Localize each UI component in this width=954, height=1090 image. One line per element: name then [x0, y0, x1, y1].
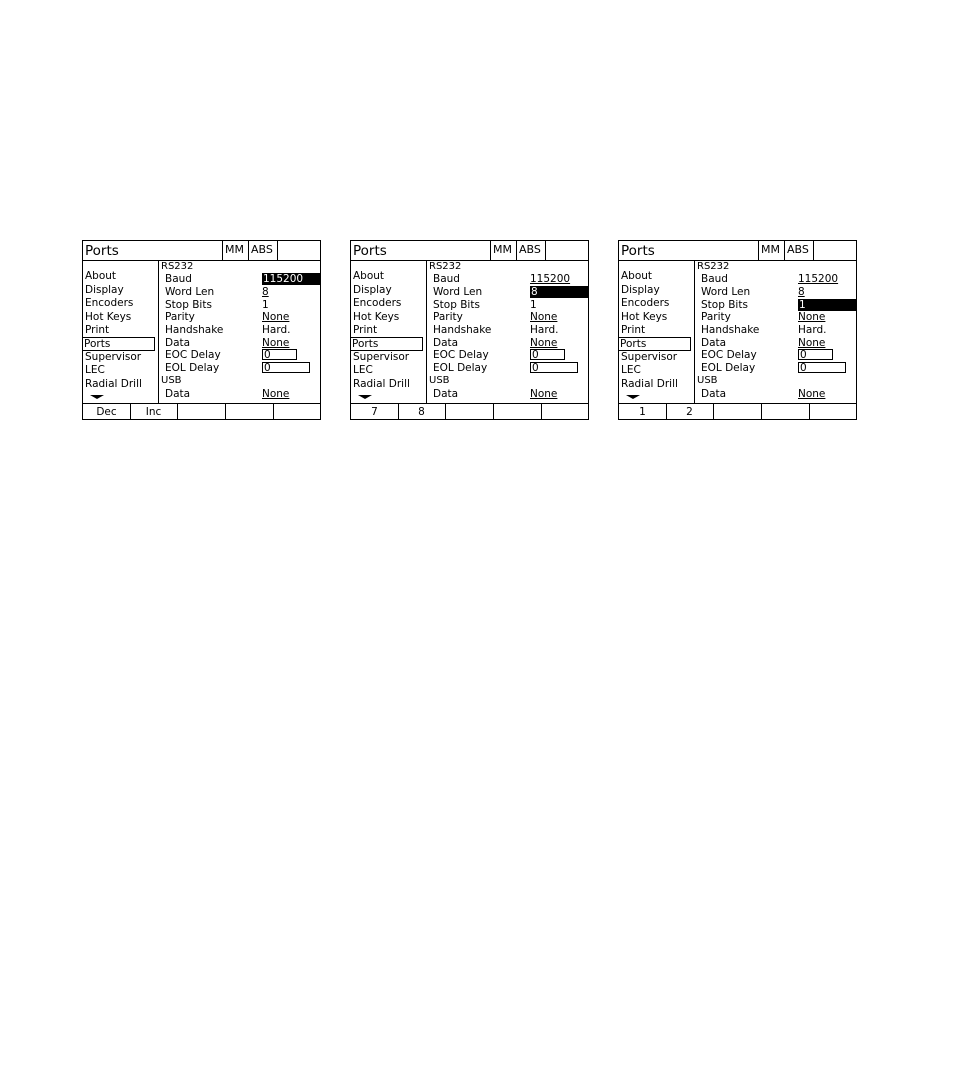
field-value-usb-data[interactable]: None [798, 388, 826, 400]
field-label-word-len: Word Len [433, 286, 483, 298]
field-label-data: Data [165, 337, 191, 349]
field-label-word-len: Word Len [701, 286, 751, 298]
sidebar-item-radial-drill[interactable]: Radial Drill [621, 378, 678, 390]
field-value-stop-bits[interactable]: 1 [798, 299, 857, 311]
section-usb: USB [161, 375, 182, 386]
sidebar-item-about[interactable]: About [353, 270, 385, 282]
field-value-eoc-delay[interactable]: 0 [798, 349, 833, 360]
field-value-data[interactable]: None [262, 337, 290, 349]
field-label-data: Data [433, 337, 459, 349]
field-value-parity[interactable]: None [530, 311, 558, 323]
sidebar-item-ports[interactable]: Ports [83, 338, 154, 350]
field-label-baud: Baud [165, 273, 192, 285]
dro-screen [82, 240, 321, 420]
sidebar-item-about[interactable]: About [621, 270, 653, 282]
field-value-baud[interactable]: 115200 [798, 273, 839, 285]
sidebar-item-lec[interactable]: LEC [85, 364, 105, 376]
field-label-baud: Baud [701, 273, 728, 285]
sidebar-item-encoders[interactable]: Encoders [85, 297, 134, 309]
field-value-handshake[interactable]: Hard. [530, 324, 559, 336]
units-indicator: MM [222, 241, 248, 260]
sidebar-item-ports[interactable]: Ports [619, 338, 690, 350]
sidebar-item-ports[interactable]: Ports [351, 338, 422, 350]
sidebar-item-supervisor[interactable]: Supervisor [621, 351, 678, 363]
softkey-4[interactable] [494, 404, 542, 420]
field-value-stop-bits[interactable]: 1 [262, 299, 269, 311]
field-label-baud: Baud [433, 273, 460, 285]
sidebar-item-hot-keys[interactable]: Hot Keys [353, 311, 400, 323]
section-usb: USB [697, 375, 718, 386]
field-label-usb-data: Data [701, 388, 727, 400]
section-rs232: RS232 [429, 261, 462, 272]
sidebar-item-display[interactable]: Display [621, 284, 660, 296]
field-value-handshake[interactable]: Hard. [262, 324, 291, 336]
field-label-eol-delay: EOL Delay [433, 362, 488, 374]
units-indicator: MM [758, 241, 784, 260]
sidebar-item-lec[interactable]: LEC [621, 364, 641, 376]
sidebar-item-print[interactable]: Print [353, 324, 378, 336]
field-value-parity[interactable]: None [262, 311, 290, 323]
field-value-usb-data[interactable]: None [530, 388, 558, 400]
section-rs232: RS232 [697, 261, 730, 272]
field-label-stop-bits: Stop Bits [433, 299, 480, 311]
field-label-parity: Parity [701, 311, 731, 323]
field-value-eoc-delay[interactable]: 0 [530, 349, 565, 360]
field-label-stop-bits: Stop Bits [701, 299, 748, 311]
field-value-data[interactable]: None [798, 337, 826, 349]
screen-title: Ports [353, 243, 387, 259]
softkey-2[interactable]: 8 [398, 404, 446, 420]
section-usb: USB [429, 375, 450, 386]
field-value-eol-delay[interactable]: 0 [530, 362, 578, 373]
field-value-baud[interactable]: 115200 [530, 273, 571, 285]
status-cell [277, 241, 321, 260]
sidebar-item-supervisor[interactable]: Supervisor [85, 351, 142, 363]
softkey-2[interactable]: Inc [130, 404, 178, 420]
field-value-word-len[interactable]: 8 [530, 286, 589, 298]
sidebar-item-display[interactable]: Display [85, 284, 124, 296]
scroll-down-icon[interactable] [626, 395, 640, 399]
sidebar-item-print[interactable]: Print [621, 324, 646, 336]
field-label-stop-bits: Stop Bits [165, 299, 212, 311]
title-bar [619, 241, 857, 261]
field-label-parity: Parity [165, 311, 195, 323]
softkey-3[interactable] [446, 404, 494, 420]
sidebar-item-hot-keys[interactable]: Hot Keys [85, 311, 132, 323]
field-label-eoc-delay: EOC Delay [165, 349, 221, 361]
sidebar-divider [426, 261, 427, 403]
softkey-bar [619, 403, 857, 420]
sidebar-item-supervisor[interactable]: Supervisor [353, 351, 410, 363]
field-label-handshake: Handshake [165, 324, 224, 336]
field-label-parity: Parity [433, 311, 463, 323]
softkey-5[interactable] [274, 404, 321, 420]
title-bar [83, 241, 321, 261]
sidebar-divider [694, 261, 695, 403]
scroll-down-icon[interactable] [358, 395, 372, 399]
field-label-data: Data [701, 337, 727, 349]
field-label-usb-data: Data [165, 388, 191, 400]
status-cell [545, 241, 589, 260]
softkey-1[interactable]: 7 [351, 404, 399, 420]
field-value-baud[interactable]: 115200 [262, 273, 321, 285]
dro-screen [618, 240, 857, 420]
field-value-parity[interactable]: None [798, 311, 826, 323]
softkey-1[interactable]: Dec [83, 404, 131, 420]
softkey-1[interactable]: 1 [619, 404, 667, 420]
softkey-5[interactable] [810, 404, 857, 420]
title-bar [351, 241, 589, 261]
screen-title: Ports [85, 243, 119, 259]
status-cell [813, 241, 857, 260]
field-label-usb-data: Data [433, 388, 459, 400]
field-label-eoc-delay: EOC Delay [433, 349, 489, 361]
sidebar-item-display[interactable]: Display [353, 284, 392, 296]
dro-screen [350, 240, 589, 420]
mode-indicator: ABS [248, 241, 277, 260]
field-value-eoc-delay[interactable]: 0 [262, 349, 297, 360]
field-label-word-len: Word Len [165, 286, 215, 298]
sidebar-item-hot-keys[interactable]: Hot Keys [621, 311, 668, 323]
field-value-usb-data[interactable]: None [262, 388, 290, 400]
field-value-handshake[interactable]: Hard. [798, 324, 827, 336]
field-label-eol-delay: EOL Delay [165, 362, 220, 374]
softkey-bar [351, 403, 589, 420]
sidebar-item-lec[interactable]: LEC [353, 364, 373, 376]
softkey-bar [83, 403, 321, 420]
softkey-4[interactable] [226, 404, 274, 420]
field-value-stop-bits[interactable]: 1 [530, 299, 537, 311]
field-label-eol-delay: EOL Delay [701, 362, 756, 374]
softkey-5[interactable] [542, 404, 589, 420]
softkey-3[interactable] [178, 404, 226, 420]
sidebar-item-radial-drill[interactable]: Radial Drill [85, 378, 142, 390]
field-label-handshake: Handshake [701, 324, 760, 336]
sidebar-item-print[interactable]: Print [85, 324, 110, 336]
sidebar-item-encoders[interactable]: Encoders [353, 297, 402, 309]
scroll-down-icon[interactable] [90, 395, 104, 399]
field-value-data[interactable]: None [530, 337, 558, 349]
sidebar-item-encoders[interactable]: Encoders [621, 297, 670, 309]
field-label-eoc-delay: EOC Delay [701, 349, 757, 361]
sidebar-item-about[interactable]: About [85, 270, 117, 282]
sidebar-divider [158, 261, 159, 403]
field-value-eol-delay[interactable]: 0 [798, 362, 846, 373]
field-label-handshake: Handshake [433, 324, 492, 336]
section-rs232: RS232 [161, 261, 194, 272]
softkey-4[interactable] [762, 404, 810, 420]
field-value-eol-delay[interactable]: 0 [262, 362, 310, 373]
field-value-word-len[interactable]: 8 [798, 286, 805, 298]
softkey-3[interactable] [714, 404, 762, 420]
field-value-word-len[interactable]: 8 [262, 286, 269, 298]
sidebar-item-radial-drill[interactable]: Radial Drill [353, 378, 410, 390]
mode-indicator: ABS [516, 241, 545, 260]
mode-indicator: ABS [784, 241, 813, 260]
screen-title: Ports [621, 243, 655, 259]
units-indicator: MM [490, 241, 516, 260]
softkey-2[interactable]: 2 [666, 404, 714, 420]
